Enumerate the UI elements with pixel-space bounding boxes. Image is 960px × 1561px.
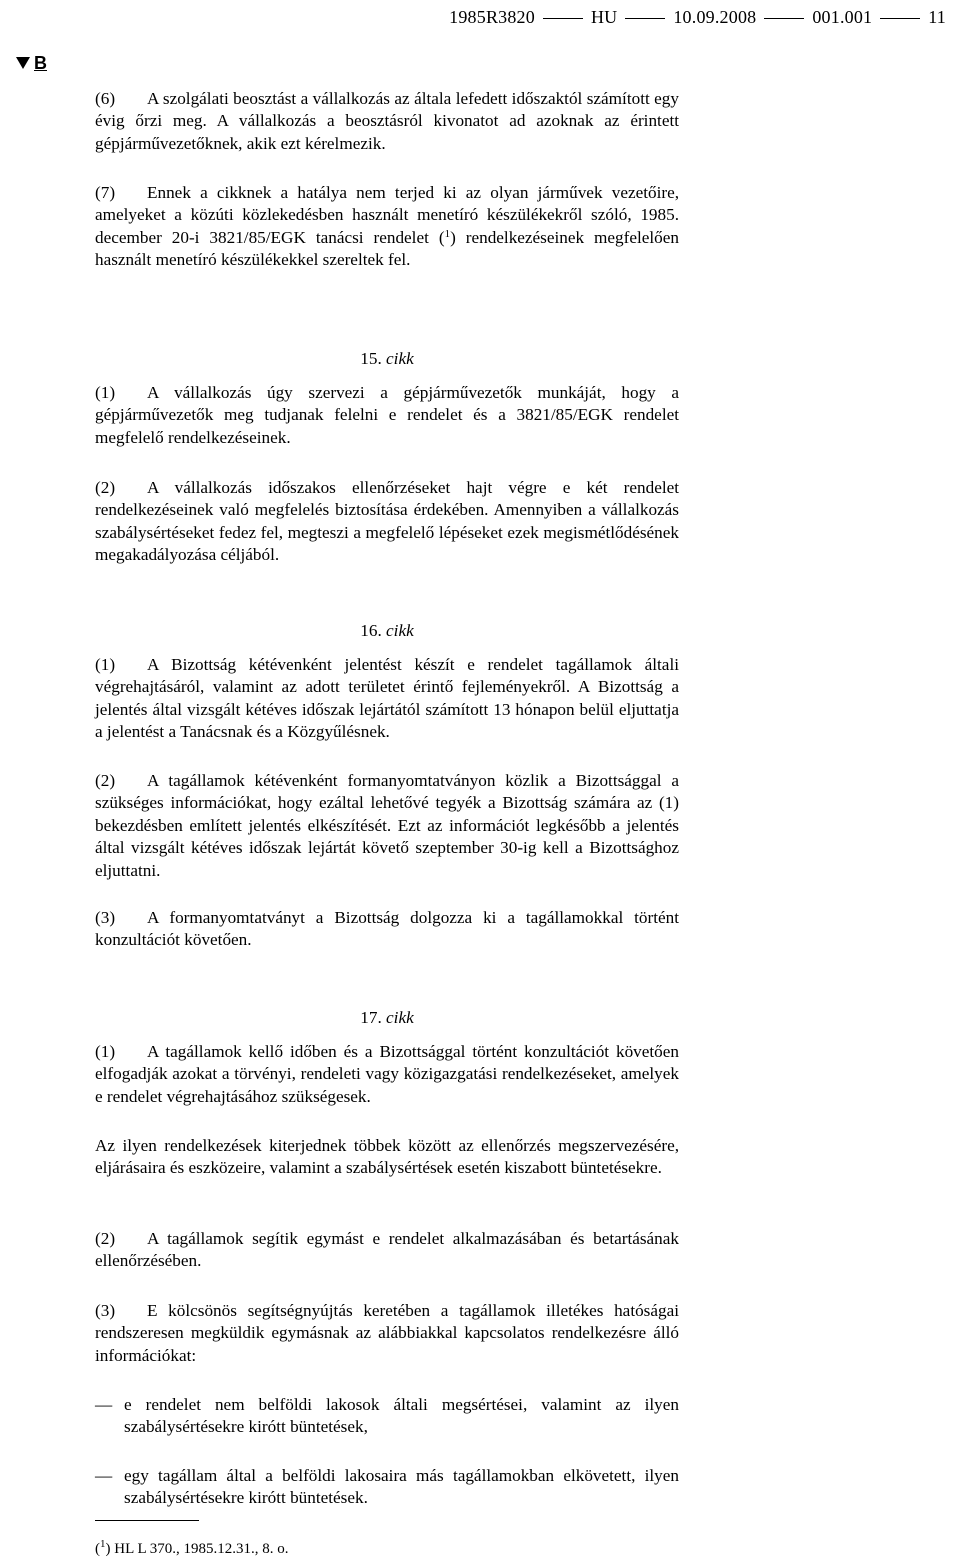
page-header — [449, 6, 946, 28]
paragraph-number: (2) — [95, 771, 116, 790]
triangle-down-icon — [16, 57, 30, 69]
paragraph-text: Ennek a cikknek a hatálya nem terjed ki az olyan járművek vezetőire, amelyeket a közúti közlekedésben használt menetíró készülékekről szóló, 1985. december 20-i 3821/85/EGK tanácsi rendelet ( — [95, 183, 679, 247]
dash-text: egy tagállam által a belföldi lakosaira más tagállamokban elkövetett, ilyen szabálysértésekre kirótt büntetések. — [124, 1466, 679, 1508]
dash-marker: — — [95, 1395, 113, 1414]
article-number: 15. — [360, 349, 382, 368]
paragraph — [95, 654, 679, 744]
article-number: 16. — [360, 621, 382, 640]
language: HU — [590, 7, 618, 27]
paragraph-number: (1) — [95, 1042, 116, 1061]
paragraph — [95, 1228, 679, 1273]
paragraph-text: E kölcsönös segítségnyújtás keretében a tagállamok illetékes hatóságai rendszeresen megküldik egymásnak az alábbiakkal kapcsolatos rendelkezésre álló információkat: — [95, 1301, 679, 1365]
paragraph — [95, 382, 679, 449]
amendment-marker — [16, 52, 47, 74]
paragraph — [95, 1135, 679, 1180]
date: 10.09.2008 — [673, 7, 757, 27]
article-number: 17. — [360, 1008, 382, 1027]
paragraph — [95, 1041, 679, 1108]
paragraph-text: A tagállamok segítik egymást e rendelet alkalmazásában és betartásának ellenőrzésében. — [95, 1229, 679, 1271]
separator — [880, 18, 920, 19]
marker-letter: B — [34, 53, 47, 73]
paragraph-text: A szolgálati beosztást a vállalkozás az általa lefedett időszaktól számított egy évig őrzi meg. A vállalkozás a beosztásról kivonatot ad azoknak az érintett gépjárművezetőknek, akik ezt kérelmezik. — [95, 89, 679, 153]
paragraph-text: Az ilyen rendelkezések kiterjednek többek között az ellenőrzés megszervezésére, eljárásaira és eszközeire, valamint a szabálysértések esetén kiszabott büntetésekre. — [95, 1136, 679, 1178]
paragraph-number: (1) — [95, 383, 116, 402]
paragraph-number: (2) — [95, 478, 116, 497]
article-heading — [95, 1007, 679, 1029]
separator — [543, 18, 583, 19]
paragraph-6 — [95, 88, 679, 155]
separator — [764, 18, 804, 19]
dash-marker: — — [95, 1466, 113, 1485]
paragraph-number: (6) — [95, 89, 116, 108]
paragraph-number: (1) — [95, 655, 116, 674]
dash-item — [95, 1394, 679, 1439]
paragraph-number: (7) — [95, 183, 116, 202]
paragraph-text: A vállalkozás időszakos ellenőrzéseket hajt végre e két rendelet rendelkezéseinek való megfelelés biztosítása érdekében. Amennyiben a vállalkozás szabálysértéseket fedez fel, megteszi a megfelelő lépéseket ezek megismétlődésének megakadályozása céljából. — [95, 478, 679, 565]
paragraph — [95, 907, 679, 952]
footnote-text: HL L 370., 1985.12.31., 8. o. — [114, 1541, 289, 1557]
paragraph-number: (2) — [95, 1229, 116, 1248]
footnote-number: 1 — [100, 1538, 106, 1550]
paragraph-text: A formanyomtatványt a Bizottság dolgozza ki a tagállamokkal történt konzultációt követően. — [95, 908, 679, 950]
separator — [625, 18, 665, 19]
paragraph-text: A tagállamok kétévenként formanyomtatványon közlik a Bizottsággal a szükséges információkat, hogy ezáltal lehetővé tegyék a Bizottság számára az (1) bekezdésben említett jelentés elkészítését. Ezt az információt legkésőbb a jelentés által vizsgált kétéves időszak lejártát követő szeptember 30-ig kell a Bizottsághoz eljuttatni. — [95, 771, 679, 880]
dash-item — [95, 1465, 679, 1510]
paragraph-text: A Bizottság kétévenként jelentést készít e rendelet tagállamok általi végrehajtásáról, valamint az adott területet érintő fejleményekről. A Bizottság a jelentés által vizsgált kétéves időszak lejártától számított 13 hónapon belül eljuttatja a jelentést a Tanácsnak és a Közgyűlésnek. — [95, 655, 679, 742]
page-number: 11 — [928, 7, 946, 27]
article-word: cikk — [386, 349, 414, 368]
paragraph-text: A vállalkozás úgy szervezi a gépjárművezetők munkáját, hogy a gépjárművezetők meg tudjanak felelni e rendelet és a 3821/85/EGK rendelet megfelelő rendelkezéseinek. — [95, 383, 679, 447]
doc-id: 1985R3820 — [449, 7, 535, 27]
footnote: ($^1$) HL L 370., 1985.12.31., 8. o. — [95, 1538, 289, 1557]
paragraph-text: ) rendelkezéseinek megfelelően használt menetíró készülékekkel szereltek fel. — [95, 227, 679, 270]
dash-text: e rendelet nem belföldi lakosok általi megsértései, valamint az ilyen szabálysértésekre kirótt büntetések, — [124, 1395, 679, 1437]
footnote-divider — [95, 1520, 199, 1521]
paragraph — [95, 477, 679, 567]
article-word: cikk — [386, 621, 414, 640]
paragraph-7 — [95, 182, 679, 272]
article-heading — [95, 620, 679, 642]
paragraph — [95, 770, 679, 882]
paragraph-number: (3) — [95, 1301, 116, 1320]
paragraph-text: A tagállamok kellő időben és a Bizottsággal történt konzultációt követően elfogadják azokat a törvényi, rendeleti vagy közigazgatási rendelkezéseket, amelyek e rendelet végrehajtásához szükségesek. — [95, 1042, 679, 1106]
footnote-ref: 1 — [444, 227, 451, 240]
article-heading — [95, 348, 679, 370]
version: 001.001 — [812, 7, 873, 27]
article-word: cikk — [386, 1008, 414, 1027]
paragraph-number: (3) — [95, 908, 116, 927]
paragraph — [95, 1300, 679, 1367]
